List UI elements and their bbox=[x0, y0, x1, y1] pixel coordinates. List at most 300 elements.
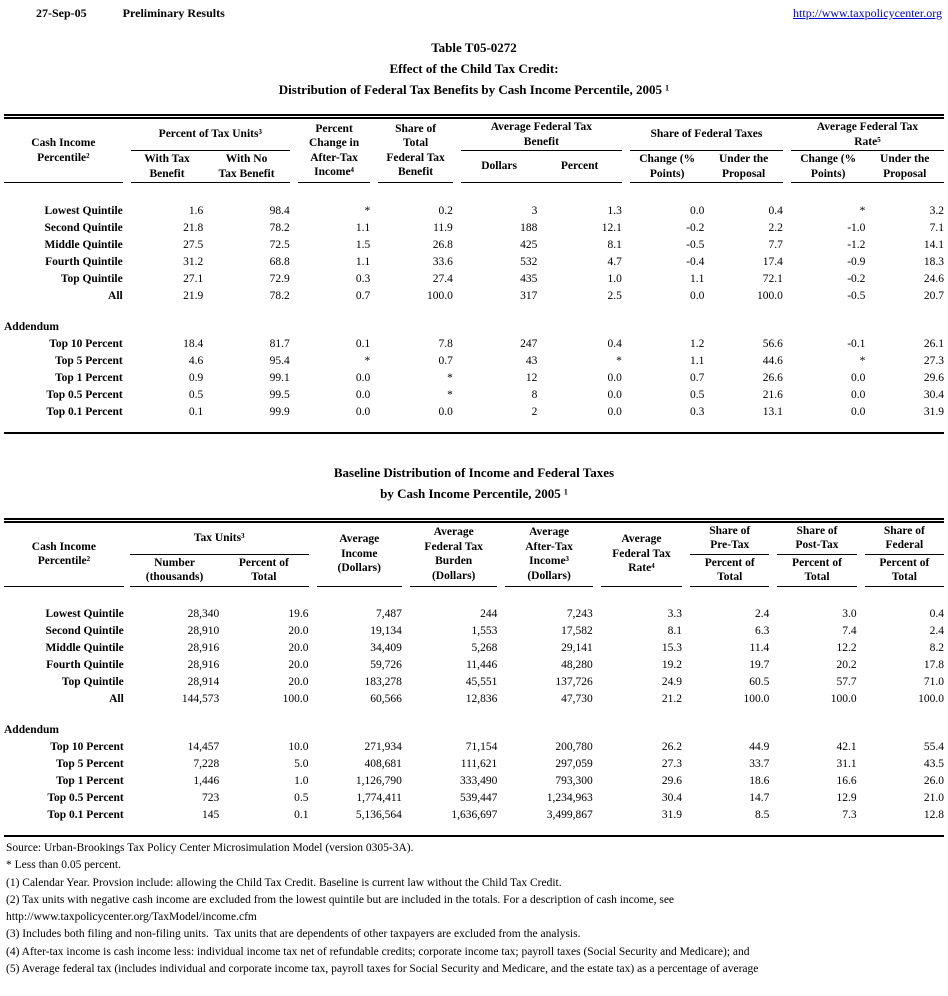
cell: * bbox=[859, 204, 866, 217]
spacer bbox=[682, 674, 690, 691]
cell: 21.0 bbox=[923, 792, 944, 804]
cell: 1.0 bbox=[607, 272, 622, 285]
spacer bbox=[857, 807, 865, 824]
row-label: All bbox=[108, 289, 123, 302]
spacer bbox=[783, 353, 791, 370]
cell: 0.0 bbox=[355, 388, 371, 401]
col-cash-income-percentile: Cash Income Percentile² bbox=[4, 117, 123, 183]
col-average-federal-tax-rate: Average Federal Tax Rate⁴ bbox=[601, 520, 682, 586]
col-group-average-federal-tax-benefit: Average Federal Tax Benefit bbox=[461, 117, 622, 151]
cell: * bbox=[859, 354, 866, 367]
row-label: Middle Quintile bbox=[44, 238, 123, 251]
spacer bbox=[123, 271, 131, 288]
cell: 2.5 bbox=[607, 289, 622, 302]
cell: 408,681 bbox=[364, 758, 402, 770]
cell: 30.4 bbox=[661, 792, 683, 804]
baseline-table-header bbox=[4, 520, 944, 586]
page-header bbox=[4, 6, 944, 21]
cell: 532 bbox=[520, 255, 538, 268]
spacer bbox=[290, 288, 298, 305]
cell: 0.0 bbox=[851, 371, 866, 384]
cell: 1,553 bbox=[471, 625, 498, 637]
spacer bbox=[4, 421, 944, 433]
spacer bbox=[123, 370, 131, 387]
cell: 29.6 bbox=[661, 775, 683, 787]
spacer bbox=[290, 117, 298, 183]
table-row bbox=[4, 756, 944, 773]
spacer bbox=[309, 657, 317, 674]
cell: 19.6 bbox=[288, 608, 309, 620]
spacer bbox=[769, 773, 777, 790]
spacer bbox=[370, 288, 378, 305]
table2-title: Baseline Distribution of Income and Federal Taxes by Cash Income Percentile, 2005 ¹ bbox=[333, 464, 615, 501]
spacer bbox=[402, 691, 410, 708]
cell: 0.0 bbox=[607, 388, 622, 401]
cell: 5.0 bbox=[294, 758, 309, 770]
spacer bbox=[682, 657, 690, 674]
cell: 0.2 bbox=[438, 204, 453, 217]
cell: 14,457 bbox=[187, 741, 220, 753]
cell: 1.2 bbox=[690, 337, 705, 350]
spacer bbox=[769, 674, 777, 691]
cell: 20.0 bbox=[288, 676, 309, 688]
cell: 81.7 bbox=[269, 337, 290, 350]
spacer bbox=[370, 271, 378, 288]
cell: 10.0 bbox=[288, 741, 309, 753]
cell: 0.3 bbox=[690, 405, 705, 418]
cell: 31.2 bbox=[183, 255, 204, 268]
spacer bbox=[622, 271, 630, 288]
spacer bbox=[769, 623, 777, 640]
col-number-thousands: Number (thousands) bbox=[130, 554, 219, 586]
cell: 20.2 bbox=[836, 659, 857, 671]
footnote-line: (4) After-tax income is cash income less: individual income tax net of refundable credits; corporate income tax; payroll taxes (Social Security and Medicare); and bbox=[6, 945, 750, 958]
cell: 2 bbox=[531, 405, 538, 418]
spacer bbox=[593, 606, 601, 623]
cell: 99.9 bbox=[269, 405, 290, 418]
table-row bbox=[4, 640, 944, 657]
cell: 27.4 bbox=[432, 272, 453, 285]
taxpolicycenter-link[interactable]: http://www.taxpolicycenter.org bbox=[793, 6, 942, 20]
cell: 6.3 bbox=[754, 625, 770, 637]
cell: 28,916 bbox=[187, 659, 220, 671]
cell: 144,573 bbox=[181, 693, 220, 705]
spacer bbox=[682, 790, 690, 807]
spacer bbox=[453, 387, 461, 404]
spacer bbox=[593, 691, 601, 708]
cell: 20.0 bbox=[288, 659, 309, 671]
cell: 48,280 bbox=[561, 659, 593, 671]
spacer bbox=[497, 606, 505, 623]
col-share-under-proposal: Under the Proposal bbox=[704, 151, 783, 183]
cell: 99.1 bbox=[269, 371, 290, 384]
spacer bbox=[453, 288, 461, 305]
spacer bbox=[497, 691, 505, 708]
row-label: Second Quintile bbox=[44, 221, 123, 234]
cell: 71.0 bbox=[923, 676, 944, 688]
col-federal-percent-of-total: Percent of Total bbox=[865, 554, 944, 586]
cell: 16.6 bbox=[836, 775, 857, 787]
cell: 72.1 bbox=[762, 272, 783, 285]
cell: 28,910 bbox=[187, 625, 220, 637]
table-row bbox=[4, 336, 944, 353]
cell: 24.9 bbox=[661, 676, 683, 688]
cell: 26.1 bbox=[923, 337, 944, 350]
cell: 14.1 bbox=[923, 238, 944, 251]
row-gap bbox=[4, 824, 944, 836]
spacer bbox=[402, 520, 410, 586]
cell: 100.0 bbox=[918, 693, 944, 705]
cell: 247 bbox=[520, 337, 538, 350]
cell: 8.2 bbox=[929, 642, 944, 654]
cell: 18.6 bbox=[749, 775, 770, 787]
row-label: Top Quintile bbox=[60, 272, 123, 285]
cell: 1.1 bbox=[355, 221, 371, 234]
spacer bbox=[453, 271, 461, 288]
spacer bbox=[497, 657, 505, 674]
spacer bbox=[497, 520, 505, 586]
cell: 44.9 bbox=[749, 741, 770, 753]
cell: -0.2 bbox=[847, 272, 866, 285]
cell: 137,726 bbox=[555, 676, 593, 688]
row-label: Lowest Quintile bbox=[45, 608, 124, 620]
cell: 0.0 bbox=[851, 388, 866, 401]
cell: 57.7 bbox=[836, 676, 857, 688]
spacer bbox=[783, 203, 791, 220]
table-row bbox=[4, 606, 944, 623]
spacer bbox=[370, 353, 378, 370]
spacer bbox=[453, 220, 461, 237]
footnote-line: (1) Calendar Year. Provsion include: allowing the Child Tax Credit. Baseline is current law without the Child Tax Credit. bbox=[6, 876, 562, 889]
spacer bbox=[453, 336, 461, 353]
spacer bbox=[4, 824, 944, 836]
spacer bbox=[370, 387, 378, 404]
spacer bbox=[309, 520, 317, 586]
spacer bbox=[593, 773, 601, 790]
cell: 72.9 bbox=[269, 272, 290, 285]
spacer bbox=[370, 370, 378, 387]
spacer bbox=[769, 790, 777, 807]
cell: 1.1 bbox=[690, 354, 705, 367]
cell: 0.0 bbox=[607, 371, 622, 384]
spacer bbox=[682, 520, 690, 586]
spacer bbox=[769, 739, 777, 756]
cell: 0.0 bbox=[851, 405, 866, 418]
spacer bbox=[497, 674, 505, 691]
cell: 7.3 bbox=[842, 809, 857, 821]
col-rate-change-points: Change (% Points) bbox=[791, 151, 865, 183]
addendum-row bbox=[4, 722, 944, 739]
spacer bbox=[622, 336, 630, 353]
spacer bbox=[622, 117, 630, 183]
cell: 19.2 bbox=[661, 659, 683, 671]
spacer bbox=[290, 254, 298, 271]
footnotes bbox=[6, 840, 944, 978]
cell: 33.6 bbox=[432, 255, 453, 268]
spacer bbox=[123, 117, 131, 183]
spacer bbox=[497, 640, 505, 657]
cell: 7,487 bbox=[376, 608, 402, 620]
spacer bbox=[783, 117, 791, 183]
cell: 45,551 bbox=[465, 676, 498, 688]
cell: 20.7 bbox=[923, 289, 944, 302]
spacer bbox=[783, 288, 791, 305]
cell: 21.6 bbox=[762, 388, 783, 401]
cell: 12.2 bbox=[836, 642, 857, 654]
cell: 1.1 bbox=[355, 255, 371, 268]
row-label: Top Quintile bbox=[61, 676, 124, 688]
cell: 2.2 bbox=[768, 221, 783, 234]
cell: -0.9 bbox=[847, 255, 866, 268]
table-row bbox=[4, 271, 944, 288]
cell: 333,490 bbox=[459, 775, 498, 787]
cell: 0.4 bbox=[768, 204, 783, 217]
cell: 78.2 bbox=[269, 221, 290, 234]
spacer bbox=[290, 370, 298, 387]
row-gap bbox=[4, 421, 944, 433]
baseline-table-body bbox=[4, 586, 944, 836]
cell: 1.6 bbox=[188, 204, 204, 217]
cell: 2.4 bbox=[929, 625, 944, 637]
addendum-heading: Addendum bbox=[4, 724, 59, 736]
spacer bbox=[857, 657, 865, 674]
spacer bbox=[123, 203, 131, 220]
cell: 34,409 bbox=[370, 642, 402, 654]
cell: 17,582 bbox=[561, 625, 593, 637]
cell: 271,934 bbox=[364, 741, 402, 753]
table-row bbox=[4, 254, 944, 271]
cell: 8 bbox=[531, 388, 538, 401]
table-row bbox=[4, 674, 944, 691]
cell: 7,228 bbox=[193, 758, 220, 770]
spacer bbox=[453, 370, 461, 387]
spacer bbox=[402, 606, 410, 623]
cell: 4.7 bbox=[607, 255, 622, 268]
spacer bbox=[497, 807, 505, 824]
cell: 100.0 bbox=[282, 693, 309, 705]
spacer bbox=[290, 387, 298, 404]
spacer bbox=[290, 203, 298, 220]
cell: 0.1 bbox=[294, 809, 309, 821]
cell: 7.4 bbox=[842, 625, 857, 637]
cell: 47,730 bbox=[561, 693, 593, 705]
cell: 3.0 bbox=[842, 608, 857, 620]
spacer bbox=[290, 404, 298, 421]
col-benefit-percent: Percent bbox=[537, 151, 622, 183]
spacer bbox=[370, 254, 378, 271]
cell: 0.0 bbox=[607, 405, 622, 418]
spacer bbox=[402, 640, 410, 657]
spacer bbox=[370, 203, 378, 220]
col-group-share-post-tax: Share of Post-Tax bbox=[777, 520, 856, 554]
spacer bbox=[309, 807, 317, 824]
cell: 42.1 bbox=[836, 741, 857, 753]
spacer bbox=[497, 739, 505, 756]
row-label: Top 5 Percent bbox=[55, 354, 123, 367]
spacer bbox=[857, 739, 865, 756]
spacer bbox=[857, 773, 865, 790]
cell: 435 bbox=[520, 272, 538, 285]
spacer bbox=[402, 807, 410, 824]
baseline-table bbox=[4, 518, 944, 838]
footnote-line: * Less than 0.05 percent. bbox=[6, 859, 121, 872]
cell: 21.2 bbox=[661, 693, 683, 705]
addendum-row bbox=[4, 319, 944, 336]
cell: 98.4 bbox=[269, 204, 290, 217]
spacer bbox=[622, 254, 630, 271]
row-label: Middle Quintile bbox=[45, 642, 124, 654]
spacer bbox=[4, 708, 944, 722]
spacer bbox=[857, 640, 865, 657]
spacer bbox=[497, 756, 505, 773]
cell: 0.0 bbox=[690, 289, 705, 302]
spacer bbox=[453, 404, 461, 421]
spacer bbox=[783, 370, 791, 387]
spacer bbox=[622, 288, 630, 305]
table-row bbox=[4, 387, 944, 404]
cell: 11.4 bbox=[749, 642, 770, 654]
cell: 200,780 bbox=[555, 741, 593, 753]
cell: 17.8 bbox=[923, 659, 944, 671]
spacer bbox=[497, 623, 505, 640]
cell: 12.8 bbox=[923, 809, 944, 821]
cell: 31.1 bbox=[836, 758, 857, 770]
row-gap bbox=[4, 586, 944, 606]
cell: 12.1 bbox=[601, 221, 622, 234]
spacer bbox=[783, 336, 791, 353]
col-group-tax-units: Tax Units³ bbox=[130, 520, 309, 554]
cell: 8.5 bbox=[754, 809, 770, 821]
spacer bbox=[622, 237, 630, 254]
cell: 55.4 bbox=[923, 741, 944, 753]
cell: * bbox=[447, 388, 453, 401]
spacer bbox=[783, 220, 791, 237]
spacer bbox=[682, 739, 690, 756]
cell: 100.0 bbox=[757, 289, 783, 302]
footnote-line: http://www.taxpolicycenter.org/TaxModel/income.cfm bbox=[6, 911, 257, 924]
spacer bbox=[682, 623, 690, 640]
addendum-heading: Addendum bbox=[4, 320, 59, 333]
cell: 0.9 bbox=[188, 371, 204, 384]
cell: 0.4 bbox=[607, 337, 622, 350]
spacer bbox=[290, 220, 298, 237]
spacer bbox=[857, 790, 865, 807]
row-label: Top 10 Percent bbox=[49, 337, 123, 350]
cell: 99.5 bbox=[269, 388, 290, 401]
cell: 0.0 bbox=[355, 371, 371, 384]
row-label: Top 0.5 Percent bbox=[46, 388, 123, 401]
spacer bbox=[402, 756, 410, 773]
cell: 30.4 bbox=[923, 388, 944, 401]
cell: 29,141 bbox=[561, 642, 593, 654]
cell: -1.0 bbox=[847, 221, 866, 234]
table-row bbox=[4, 739, 944, 756]
col-percent-change-after-tax-income: Percent Change in After-Tax Income⁴ bbox=[298, 117, 370, 183]
spacer bbox=[769, 640, 777, 657]
footnote-line: (3) Includes both filing and non-filing units. Tax units that are dependents of other taxpayers are excluded from the analysis. bbox=[6, 928, 581, 941]
spacer bbox=[290, 353, 298, 370]
spacer bbox=[622, 353, 630, 370]
spacer bbox=[769, 606, 777, 623]
cell: 27.1 bbox=[183, 272, 204, 285]
row-label: Second Quintile bbox=[45, 625, 124, 637]
cell: 188 bbox=[520, 221, 538, 234]
cell: 44.6 bbox=[762, 354, 783, 367]
row-label: Fourth Quintile bbox=[45, 255, 123, 268]
cell: 0.5 bbox=[188, 388, 204, 401]
cell: 723 bbox=[201, 792, 220, 804]
spacer bbox=[682, 773, 690, 790]
cell: 1,774,411 bbox=[356, 792, 402, 804]
cell: 100.0 bbox=[830, 693, 857, 705]
cell: 297,059 bbox=[555, 758, 593, 770]
cell: 317 bbox=[520, 289, 538, 302]
cell: 26.8 bbox=[432, 238, 453, 251]
spacer bbox=[123, 404, 131, 421]
spacer bbox=[123, 237, 131, 254]
spacer bbox=[370, 237, 378, 254]
spacer bbox=[622, 220, 630, 237]
cell: * bbox=[364, 354, 371, 367]
row-gap bbox=[4, 708, 944, 722]
cell: 12.9 bbox=[836, 792, 857, 804]
cell: 68.8 bbox=[269, 255, 290, 268]
cell: 3,499,867 bbox=[546, 809, 593, 821]
cell: * bbox=[447, 371, 453, 384]
cell: 21.8 bbox=[183, 221, 204, 234]
row-label: Lowest Quintile bbox=[44, 204, 123, 217]
cell: 111,621 bbox=[460, 758, 498, 770]
col-group-average-federal-tax-rate: Average Federal Tax Rate⁵ bbox=[791, 117, 944, 151]
cell: 100.0 bbox=[743, 693, 770, 705]
col-average-income: Average Income (Dollars) bbox=[317, 520, 402, 586]
spacer bbox=[123, 254, 131, 271]
spacer bbox=[309, 790, 317, 807]
table-row bbox=[4, 288, 944, 305]
cell: 4.6 bbox=[188, 354, 204, 367]
cell: -0.2 bbox=[686, 221, 705, 234]
col-group-percent-of-tax-units: Percent of Tax Units³ bbox=[131, 117, 290, 151]
cell: 43 bbox=[525, 354, 538, 367]
spacer bbox=[402, 623, 410, 640]
spacer bbox=[309, 739, 317, 756]
spacer bbox=[4, 183, 944, 203]
cell: 1.0 bbox=[294, 775, 309, 787]
row-label: Top 5 Percent bbox=[56, 758, 124, 770]
spacer bbox=[857, 520, 865, 586]
table-row bbox=[4, 237, 944, 254]
cell: 0.7 bbox=[355, 289, 371, 302]
footnote-line: (5) Average federal tax (includes individual and corporate income tax, payroll taxes for Social Security and Medicare, and the estate tax) as a percentage of average bbox=[6, 963, 759, 976]
cell: 3 bbox=[531, 204, 538, 217]
cell: 95.4 bbox=[269, 354, 290, 367]
cell: 793,300 bbox=[555, 775, 593, 787]
cell: 17.4 bbox=[762, 255, 783, 268]
col-with-no-tax-benefit: With No Tax Benefit bbox=[203, 151, 290, 183]
spacer bbox=[593, 623, 601, 640]
benefits-table bbox=[4, 114, 944, 434]
cell: 539,447 bbox=[459, 792, 498, 804]
table-row bbox=[4, 220, 944, 237]
spacer bbox=[622, 404, 630, 421]
spacer bbox=[682, 756, 690, 773]
cell: 43.5 bbox=[923, 758, 944, 770]
table-row bbox=[4, 623, 944, 640]
spacer bbox=[309, 756, 317, 773]
col-group-share-pre-tax: Share of Pre-Tax bbox=[690, 520, 769, 554]
spacer bbox=[769, 657, 777, 674]
cell: -0.5 bbox=[686, 238, 705, 251]
